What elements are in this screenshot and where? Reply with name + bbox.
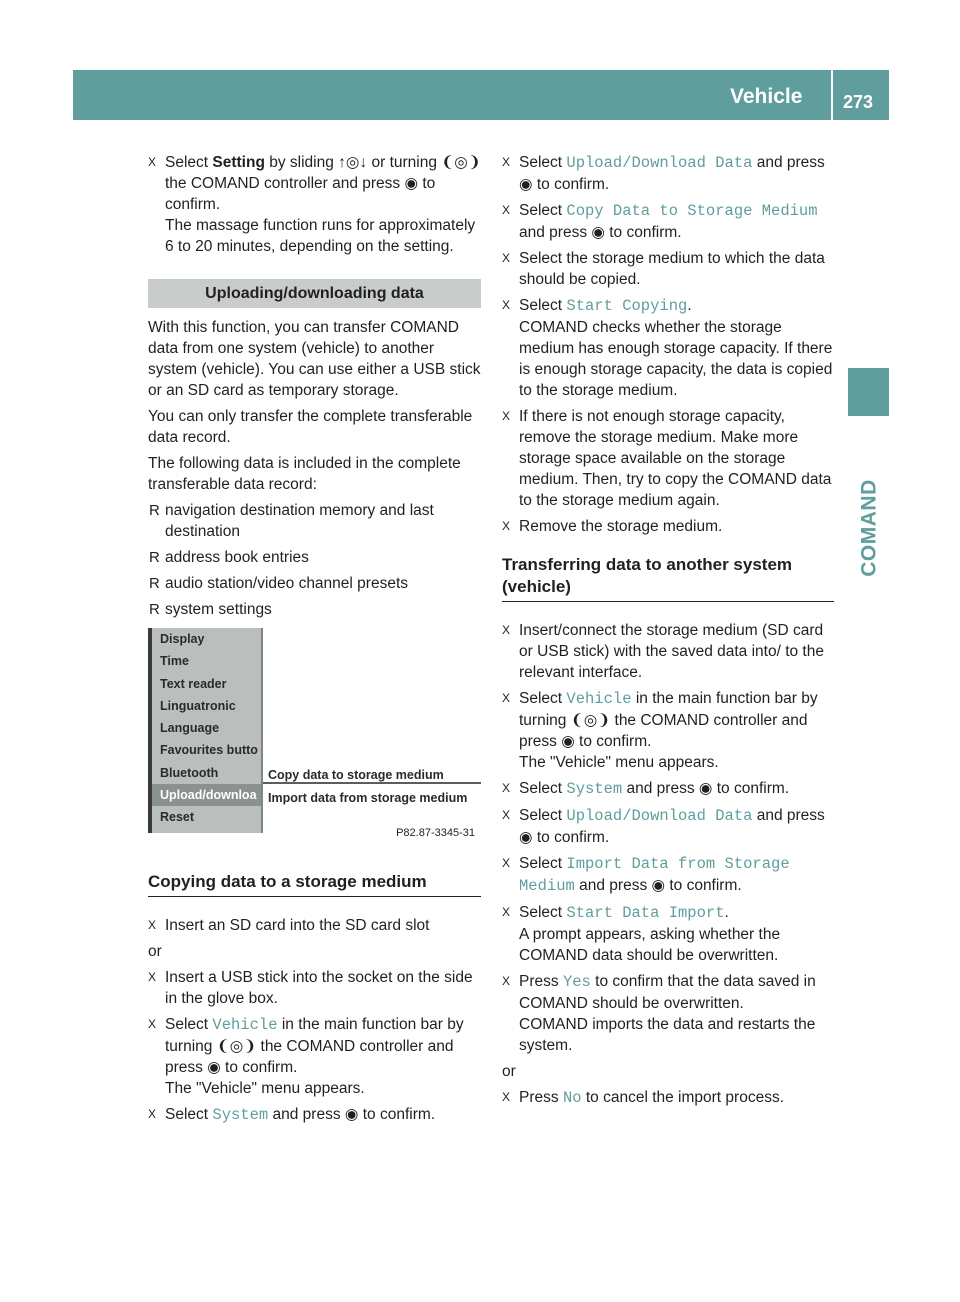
press-controller-icon: ◉ bbox=[651, 877, 666, 894]
menu-item: Display bbox=[160, 632, 205, 646]
slide-controller-icon: ↑◎↓ bbox=[338, 154, 368, 171]
step: X Select Vehicle in the main function bar by turning ❨◎❩ the COMAND controller and press ◉ to confirm. The "Vehicle" menu appears. bbox=[502, 690, 818, 771]
right-column bbox=[502, 152, 834, 1114]
section-title: Vehicle bbox=[730, 85, 803, 108]
step: X Press Yes to confirm that the data saved in COMAND should be overwritten. COMAND imports the data and restarts the system. bbox=[502, 973, 816, 1054]
press-controller-icon: ◉ bbox=[519, 176, 533, 193]
step: X Remove the storage medium. bbox=[502, 518, 723, 535]
step: X Select Start Data Import. A prompt appears, asking whether the COMAND data should be overwritten. bbox=[502, 904, 781, 964]
menu-item: Linguatronic bbox=[160, 698, 236, 713]
step: X Select Setting by sliding ↑◎↓ or turning ❨◎❩ the COMAND controller and press ◉ to confirm. The massage function runs for approximately 6 to 20 minutes, depending on the setting. bbox=[148, 154, 481, 255]
figure-reference: P82.87-3345-31 bbox=[396, 827, 475, 839]
step: X Insert a USB stick into the socket on the side in the glove box. bbox=[148, 969, 473, 1007]
or-text: or bbox=[148, 943, 162, 960]
menu-item: Favourites butto bbox=[160, 743, 258, 758]
step: X If there is not enough storage capacity, remove the storage medium. Make more storage space available on the storage medium. Then, try to copy the COMAND data to the storage medium again. bbox=[502, 408, 832, 509]
page-number: 273 bbox=[843, 92, 874, 112]
subheading: Transferring data to another system (vehicle) bbox=[502, 554, 834, 602]
submenu-option: Copy data to storage medium bbox=[268, 768, 444, 782]
subheading: Copying data to a storage medium bbox=[148, 871, 481, 897]
step: X Select Vehicle in the main function bar by turning ❨◎❩ the COMAND controller and press ◉ to confirm. The "Vehicle" menu appears. bbox=[148, 1016, 464, 1097]
list-item: R system settings bbox=[149, 601, 272, 618]
turn-controller-icon: ❨◎❩ bbox=[216, 1038, 257, 1055]
or-text: or bbox=[502, 1063, 516, 1080]
menu-item: Bluetooth bbox=[160, 765, 219, 780]
side-label: COMAND bbox=[857, 479, 881, 577]
menu-item: Reset bbox=[160, 810, 195, 825]
menu-item: Language bbox=[160, 721, 220, 736]
step: X Select Upload/Download Data and press ◉ to confirm. bbox=[502, 154, 825, 193]
turn-controller-icon: ❨◎❩ bbox=[441, 154, 481, 171]
menu-item: Text reader bbox=[160, 676, 227, 691]
press-controller-icon: ◉ bbox=[698, 780, 713, 797]
step: X Insert an SD card into the SD card slot bbox=[148, 917, 430, 934]
step: X Select System and press ◉ to confirm. bbox=[502, 780, 790, 798]
section-heading: Uploading/downloading data bbox=[148, 279, 481, 308]
menu-item: Time bbox=[160, 654, 189, 669]
press-controller-icon: ◉ bbox=[344, 1106, 359, 1123]
submenu-option: Import data from storage medium bbox=[268, 791, 468, 805]
left-column bbox=[148, 152, 481, 1131]
press-controller-icon: ◉ bbox=[591, 224, 605, 241]
press-controller-icon: ◉ bbox=[519, 829, 533, 846]
paragraph: You can only transfer the complete transferable data record. bbox=[148, 408, 473, 446]
step: X Select the storage medium to which the data should be copied. bbox=[502, 250, 825, 288]
press-controller-icon: ◉ bbox=[404, 175, 419, 192]
paragraph: The following data is included in the complete transferable data record: bbox=[148, 455, 461, 493]
step: X Select Upload/Download Data and press ◉ to confirm. bbox=[502, 807, 825, 846]
turn-controller-icon: ❨◎❩ bbox=[570, 712, 611, 729]
press-controller-icon: ◉ bbox=[561, 733, 575, 750]
header-divider bbox=[831, 70, 833, 120]
list-item: R navigation destination memory and last destination bbox=[149, 502, 434, 540]
step: X Select Import Data from Storage Medium and press ◉ to confirm. bbox=[502, 855, 790, 895]
step: X Press No to cancel the import process. bbox=[502, 1089, 785, 1107]
paragraph: With this function, you can transfer COMAND data from one system (vehicle) to another system (vehicle). You can use either a USB stick or an SD card as temporary storage. bbox=[148, 319, 481, 399]
step: X Insert/connect the storage medium (SD card or USB stick) with the saved data into/ to the relevant interface. bbox=[502, 622, 824, 681]
list-item: R audio station/video channel presets bbox=[149, 575, 408, 592]
step: X Select Copy Data to Storage Medium and press ◉ to confirm. bbox=[502, 202, 818, 241]
system-menu bbox=[148, 628, 261, 833]
press-controller-icon: ◉ bbox=[207, 1059, 221, 1076]
menu-item-selected: Upload/downloa bbox=[152, 784, 261, 806]
side-tab bbox=[848, 368, 889, 416]
step: X Select System and press ◉ to confirm. bbox=[148, 1106, 436, 1124]
step: X Select Start Copying. COMAND checks whether the storage medium has enough storage capacity. If there is enough storage capacity, the data is copied to the storage medium. bbox=[502, 297, 833, 399]
comand-screen-figure bbox=[148, 628, 481, 839]
list-item: R address book entries bbox=[149, 549, 309, 566]
